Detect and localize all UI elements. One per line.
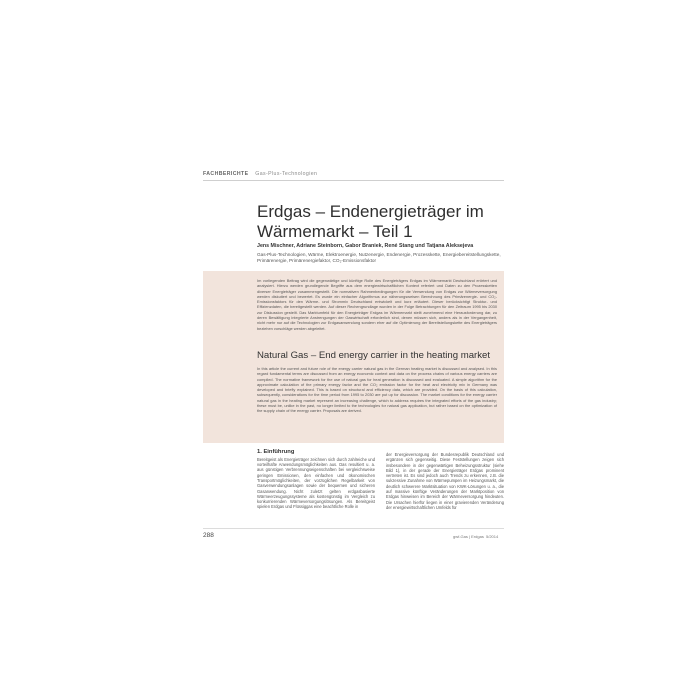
abstract-german: Im vorliegenden Beitrag wird die gegenwärtige und künftige Rolle des Energieträgers Erdgas im Wärmemarkt Deutschland erörtert und analysiert. Hierzu werden grundlegende Begriffe aus dem energiewirtschaftlichen Kontext referiert und Daten zu den Prozessketten diverser Energieträger zusammengestellt. Die normativen Rahmenbedingungen für die Verwendung von Erdgas zur Wärmeversorgung werden diskutiert und bewertet. Es wurde ein einfacher Algorithmus zur näherungsweisen Berechnung des Primärenergie- und CO₂-Emissionsfaktors für den Wärme- und Strommix Deutschland entwickelt und kurz erläutert. Dieser berücksichtigt Struktur- und Effizienzdaten, die bereitgestellt werden. Auf dieser Rechengrundlage wurden in der Folge Betrachtungen für den Zeitraum 1995 bis 2030 zur Diskussion gestellt. Das Marktumfeld für den Energieträger Erdgas im Wärmemarkt stellt zunehmend eine Herausforderung dar, zu deren Bewältigung integrierte Anstrengungen der Gaswirtschaft erforderlich sind, denen müssen sich, anders als in der Vergangenheit, nicht mehr nur auf die Technologien zur Erdgasanwendung sondern eher auf die Optimierung der Bereitstellungskette des Energieträgers beziehen vorschläge werden abgeleitet. [257, 278, 497, 331]
journal-name: gwf-Gas | Erdgas [453, 534, 484, 539]
english-title: Natural Gas – End energy carrier in the heating market [257, 350, 491, 361]
page-number: 288 [203, 532, 214, 539]
authors: Jens Mischner, Adriane Steinborn, Gabor Braniek, René Stang und Tatjana Aleksejeva [257, 243, 474, 249]
footer-rule [203, 528, 504, 529]
column2-text: der Energieversorgung der Bundesrepublik Deutschland und ergänzen sich gegenseitig. Diese Feststellungen zeigen sich insbesondere in der gegenwärtigen Beheizungsstruktur (siehe Bild 1), in der gerade der Energieträger Erdgas prominent vertreten ist. Es sind jedoch auch Trends zu erkennen, z.B. die sukzessive Zunahme von Wärmepumpen im Heizungsmarkt, die deutlich schwerere Marktsituation von KWK-Lösungen u. a., die auf massive künftige Veränderungen der Marktposition von Erdgas hinweisen im Bereich der Wärmeversorgung hindeuten. Die Ursachen hierfür liegen in einer gravierenden Veränderung der energiewirtschaftlichen Umfelds für [386, 452, 504, 510]
section-text: Bereitgeist als Energieträger zeichnen sich durch zahlreiche und vorteilhafte Anwendungsmöglichkeiten aus. Das resultiert u. a. aus günstigen Verbrennungseigenschaften bei vergleichsweise geringen Emissionen, den einfachen und ökonomischen Transportmöglichkeiten, der vorzüglichen Regelbarkeit von Gasverwendungsanlagen sowie der bequemen und sicheren Gasanwendung. Nicht zuletzt gelten erdgasbasierte Wärmeerzeugungssysteme als kostengünstig im Vergleich zu konkurrierenden Wärmeversorgungslösungen. Als Bereitgeist spielen Erdgas und Flüssiggas eine beachtliche Rolle in [257, 456, 375, 510]
abstract-english: In this article the current and future role of the energy carrier natural gas in the German heating market is discussed and analysed. In this regard fundamental terms are discussed from an energy economic context and data on the process chains of various energy carriers are compiled. The normative framework for the use of natural gas for heat generation is discussed and evaluated. A simple algorithm for the approximate calculation of the primary energy factor and the CO₂ emission factor for the heat and electricity mix in Germany was developed and briefly explained. This is based on structural and efficiency data, which are provided. On the basis of this calculation, subsequently, considerations for the time period from 1995 to 2030 are put up for discussion. The market conditions for the energy carrier natural gas in the heating market represent an increasing challenge, which to address requires the integrated efforts of the gas industry; these must be, unlike in the past, no longer limited to the technologies for natural gas application, but rather based on the optimization of the supply chain of the energy carrier. Proposals are derived. [257, 366, 497, 414]
body-column-2 [386, 452, 504, 510]
section-heading: 1. Einführung [257, 449, 295, 455]
body-column-1 [257, 450, 375, 510]
header-subsection: Gas-Plus-Technologien [255, 171, 318, 177]
header-section: FACHBERICHTE [203, 171, 249, 177]
running-header [203, 171, 317, 177]
title-line-1: Erdgas – Endenergieträger im [257, 202, 484, 221]
keywords: Gas-Plus-Technologien, Wärme, Elektroenergie, Nutzenergie, Endenergie, Prozesskette, Energiebereitstellungskette, Primärenergie, Primärenergiefaktor, CO₂-Emissionsfaktor [257, 252, 501, 264]
abstract-box [203, 271, 504, 443]
issue-number: 5/2014 [486, 534, 499, 539]
title-line-2: Wärmemarkt – Teil 1 [257, 221, 413, 241]
article-title [257, 202, 507, 241]
header-rule [203, 180, 504, 181]
